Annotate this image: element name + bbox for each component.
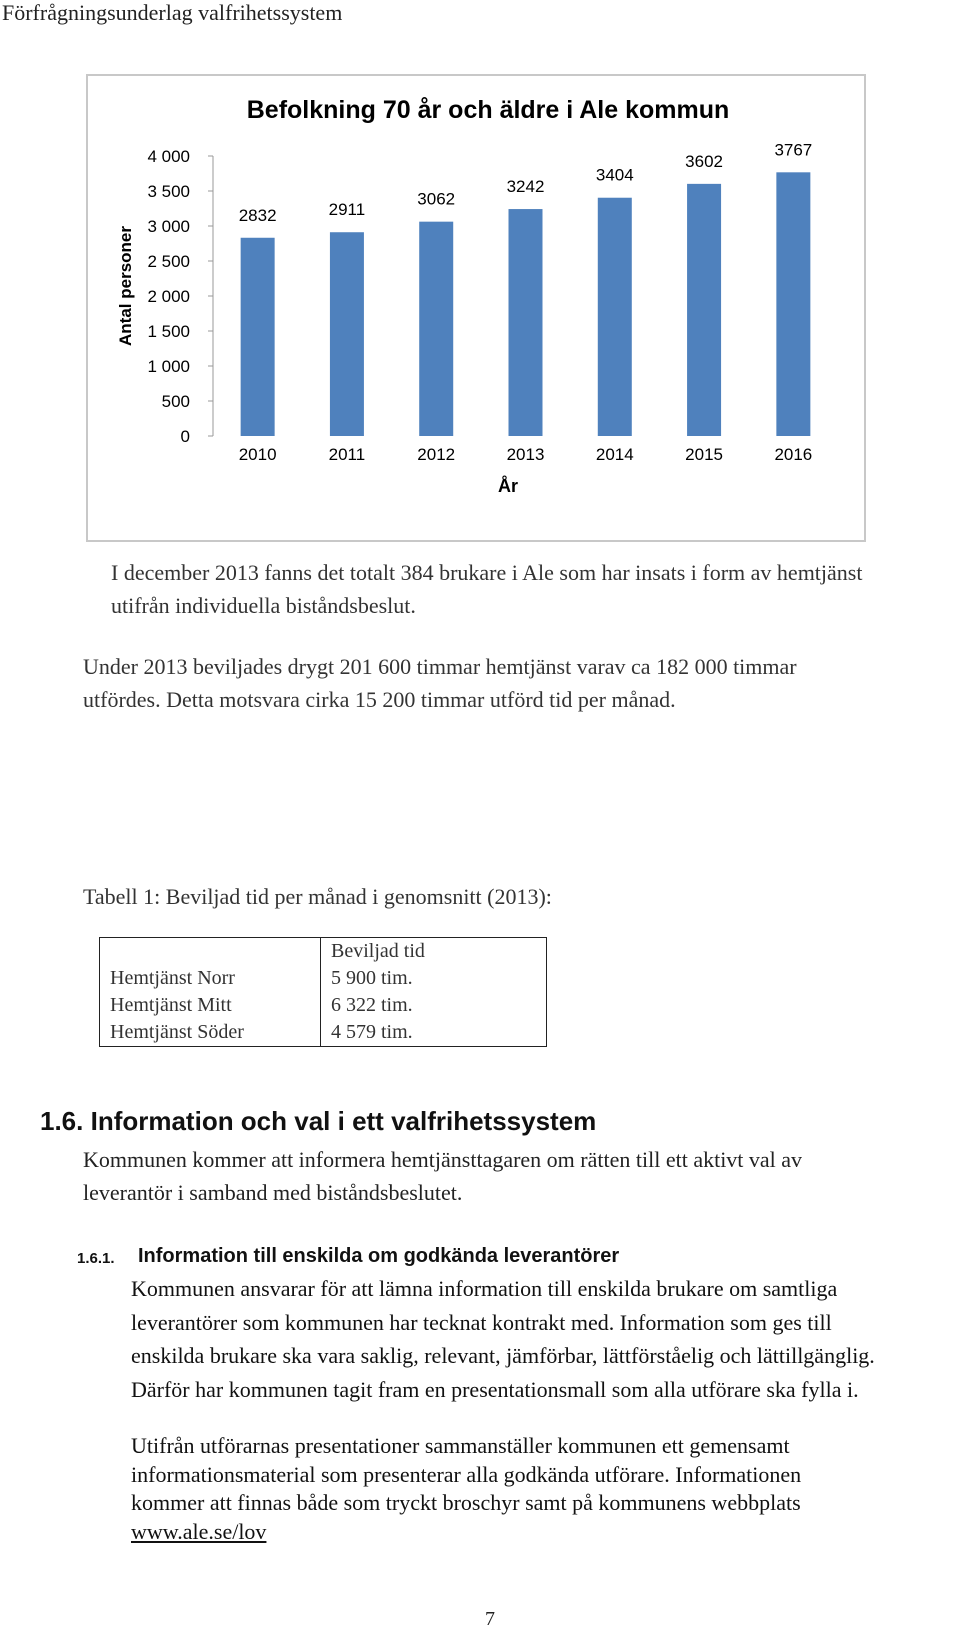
paragraph-line: Kommunen ansvarar för att lämna information till enskilda brukare om samtliga <box>131 1276 838 1301</box>
table-header-cell <box>100 938 321 966</box>
bar-value-label: 2911 <box>328 200 366 220</box>
chart-x-axis-label: År <box>497 476 519 496</box>
x-tick-label: 2013 <box>506 445 545 464</box>
y-tick-label: 0 <box>180 427 190 446</box>
y-tick-label: 500 <box>161 392 190 411</box>
subsection-paragraph-2 <box>131 1432 801 1546</box>
x-tick-label: 2010 <box>238 445 277 464</box>
paragraph-line: Utifrån utförarnas presentationer sammanställer kommunen ett gemensamt <box>131 1433 790 1458</box>
paragraph-line: informationsmaterial som presenterar alla godkända utförare. Informationen <box>131 1461 802 1487</box>
subsection-heading: Information till enskilda om godkända leverantörer <box>138 1245 620 1267</box>
chart-frame <box>86 74 866 542</box>
bar <box>687 184 721 436</box>
bar <box>330 232 364 436</box>
subsection-number: 1.6.1. <box>77 1250 115 1267</box>
table-caption: Tabell 1: Beviljad tid per månad i genomsnitt (2013): <box>83 884 552 909</box>
table-cell-value: 4 579 tim. <box>321 1019 547 1047</box>
paragraph-timmar <box>83 650 797 716</box>
y-tick-label: 3 500 <box>147 182 190 201</box>
x-tick-label: 2014 <box>595 445 634 464</box>
table-container <box>99 937 547 1047</box>
section-1-6-body <box>83 1143 802 1209</box>
paragraph-line: I december 2013 fanns det totalt 384 brukare i Ale som har insats i form av hemtjänst <box>111 560 863 585</box>
paragraph-line: Därför har kommunen tagit fram en presentationsmall som alla utförare ska fylla i. <box>131 1376 859 1402</box>
table-cell-name: Hemtjänst Norr <box>100 965 321 992</box>
y-tick-label: 2 500 <box>147 252 190 271</box>
table-header-row <box>100 938 547 966</box>
table-cell-name: Hemtjänst Mitt <box>100 992 321 1019</box>
table-header-cell: Beviljad tid <box>321 938 547 966</box>
beviljad-tid-table <box>99 937 547 1047</box>
x-tick-label: 2011 <box>328 445 366 464</box>
bar <box>776 172 810 436</box>
bar-value-label: 3242 <box>506 177 545 197</box>
subsection-paragraph-1 <box>131 1272 875 1406</box>
y-tick-label: 3 000 <box>147 217 190 236</box>
bar-value-label: 3767 <box>774 140 813 160</box>
paragraph-line: leverantörer som kommunen har tecknat kontrakt med. Information som ges till <box>131 1309 832 1335</box>
bar <box>598 198 632 436</box>
lov-link[interactable]: www.ale.se/lov <box>131 1518 267 1544</box>
table-cell-value: 6 322 tim. <box>321 992 547 1019</box>
table-cell-value: 5 900 tim. <box>321 965 547 992</box>
paragraph-line: leverantör i samband med biståndsbeslutet. <box>83 1180 463 1205</box>
table-row <box>100 992 547 1019</box>
paragraph-line: utifrån individuella biståndsbeslut. <box>111 593 416 618</box>
x-tick-label: 2015 <box>685 445 723 464</box>
y-tick-label: 1 500 <box>147 322 190 341</box>
paragraph-line: utfördes. Detta motsvara cirka 15 200 timmar utförd tid per månad. <box>83 687 676 712</box>
chart-title: Befolkning 70 år och äldre i Ale kommun <box>246 96 730 124</box>
table-row <box>100 965 547 992</box>
paragraph-line: enskilda brukare ska vara saklig, relevant, jämförbar, lättförståelig och lättillgänglig. <box>131 1343 875 1368</box>
paragraph-line: kommer att finnas både som tryckt broschyr samt på kommunens webbplats <box>131 1490 801 1515</box>
table-row <box>100 1019 547 1047</box>
bar-value-label: 3062 <box>417 189 456 209</box>
bar-value-label: 3602 <box>685 151 723 171</box>
paragraph-brukare <box>111 556 862 622</box>
y-tick-label: 2 000 <box>147 287 190 306</box>
page-number: 7 <box>485 1608 495 1630</box>
table-cell-name: Hemtjänst Söder <box>100 1019 321 1047</box>
chart-y-axis-label: Antal personer <box>116 226 135 346</box>
bar <box>419 222 453 436</box>
paragraph-line: Under 2013 beviljades drygt 201 600 timmar hemtjänst varav ca 182 000 timmar <box>83 654 797 679</box>
section-heading: 1.6. Information och val i ett valfrihetssystem <box>40 1106 597 1136</box>
document-header: Förfrågningsunderlag valfrihetssystem <box>2 0 343 25</box>
x-tick-label: 2016 <box>774 445 813 464</box>
bar <box>509 209 543 436</box>
bar-value-label: 3404 <box>595 165 634 185</box>
bar <box>241 238 275 436</box>
chart-marks <box>147 140 812 464</box>
bar-chart <box>88 76 864 540</box>
y-tick-label: 4 000 <box>147 147 190 166</box>
paragraph-line: Kommunen kommer att informera hemtjänsttagaren om rätten till ett aktivt val av <box>83 1147 803 1172</box>
bar-value-label: 2832 <box>238 205 277 225</box>
x-tick-label: 2012 <box>417 445 456 464</box>
y-tick-label: 1 000 <box>147 357 190 376</box>
